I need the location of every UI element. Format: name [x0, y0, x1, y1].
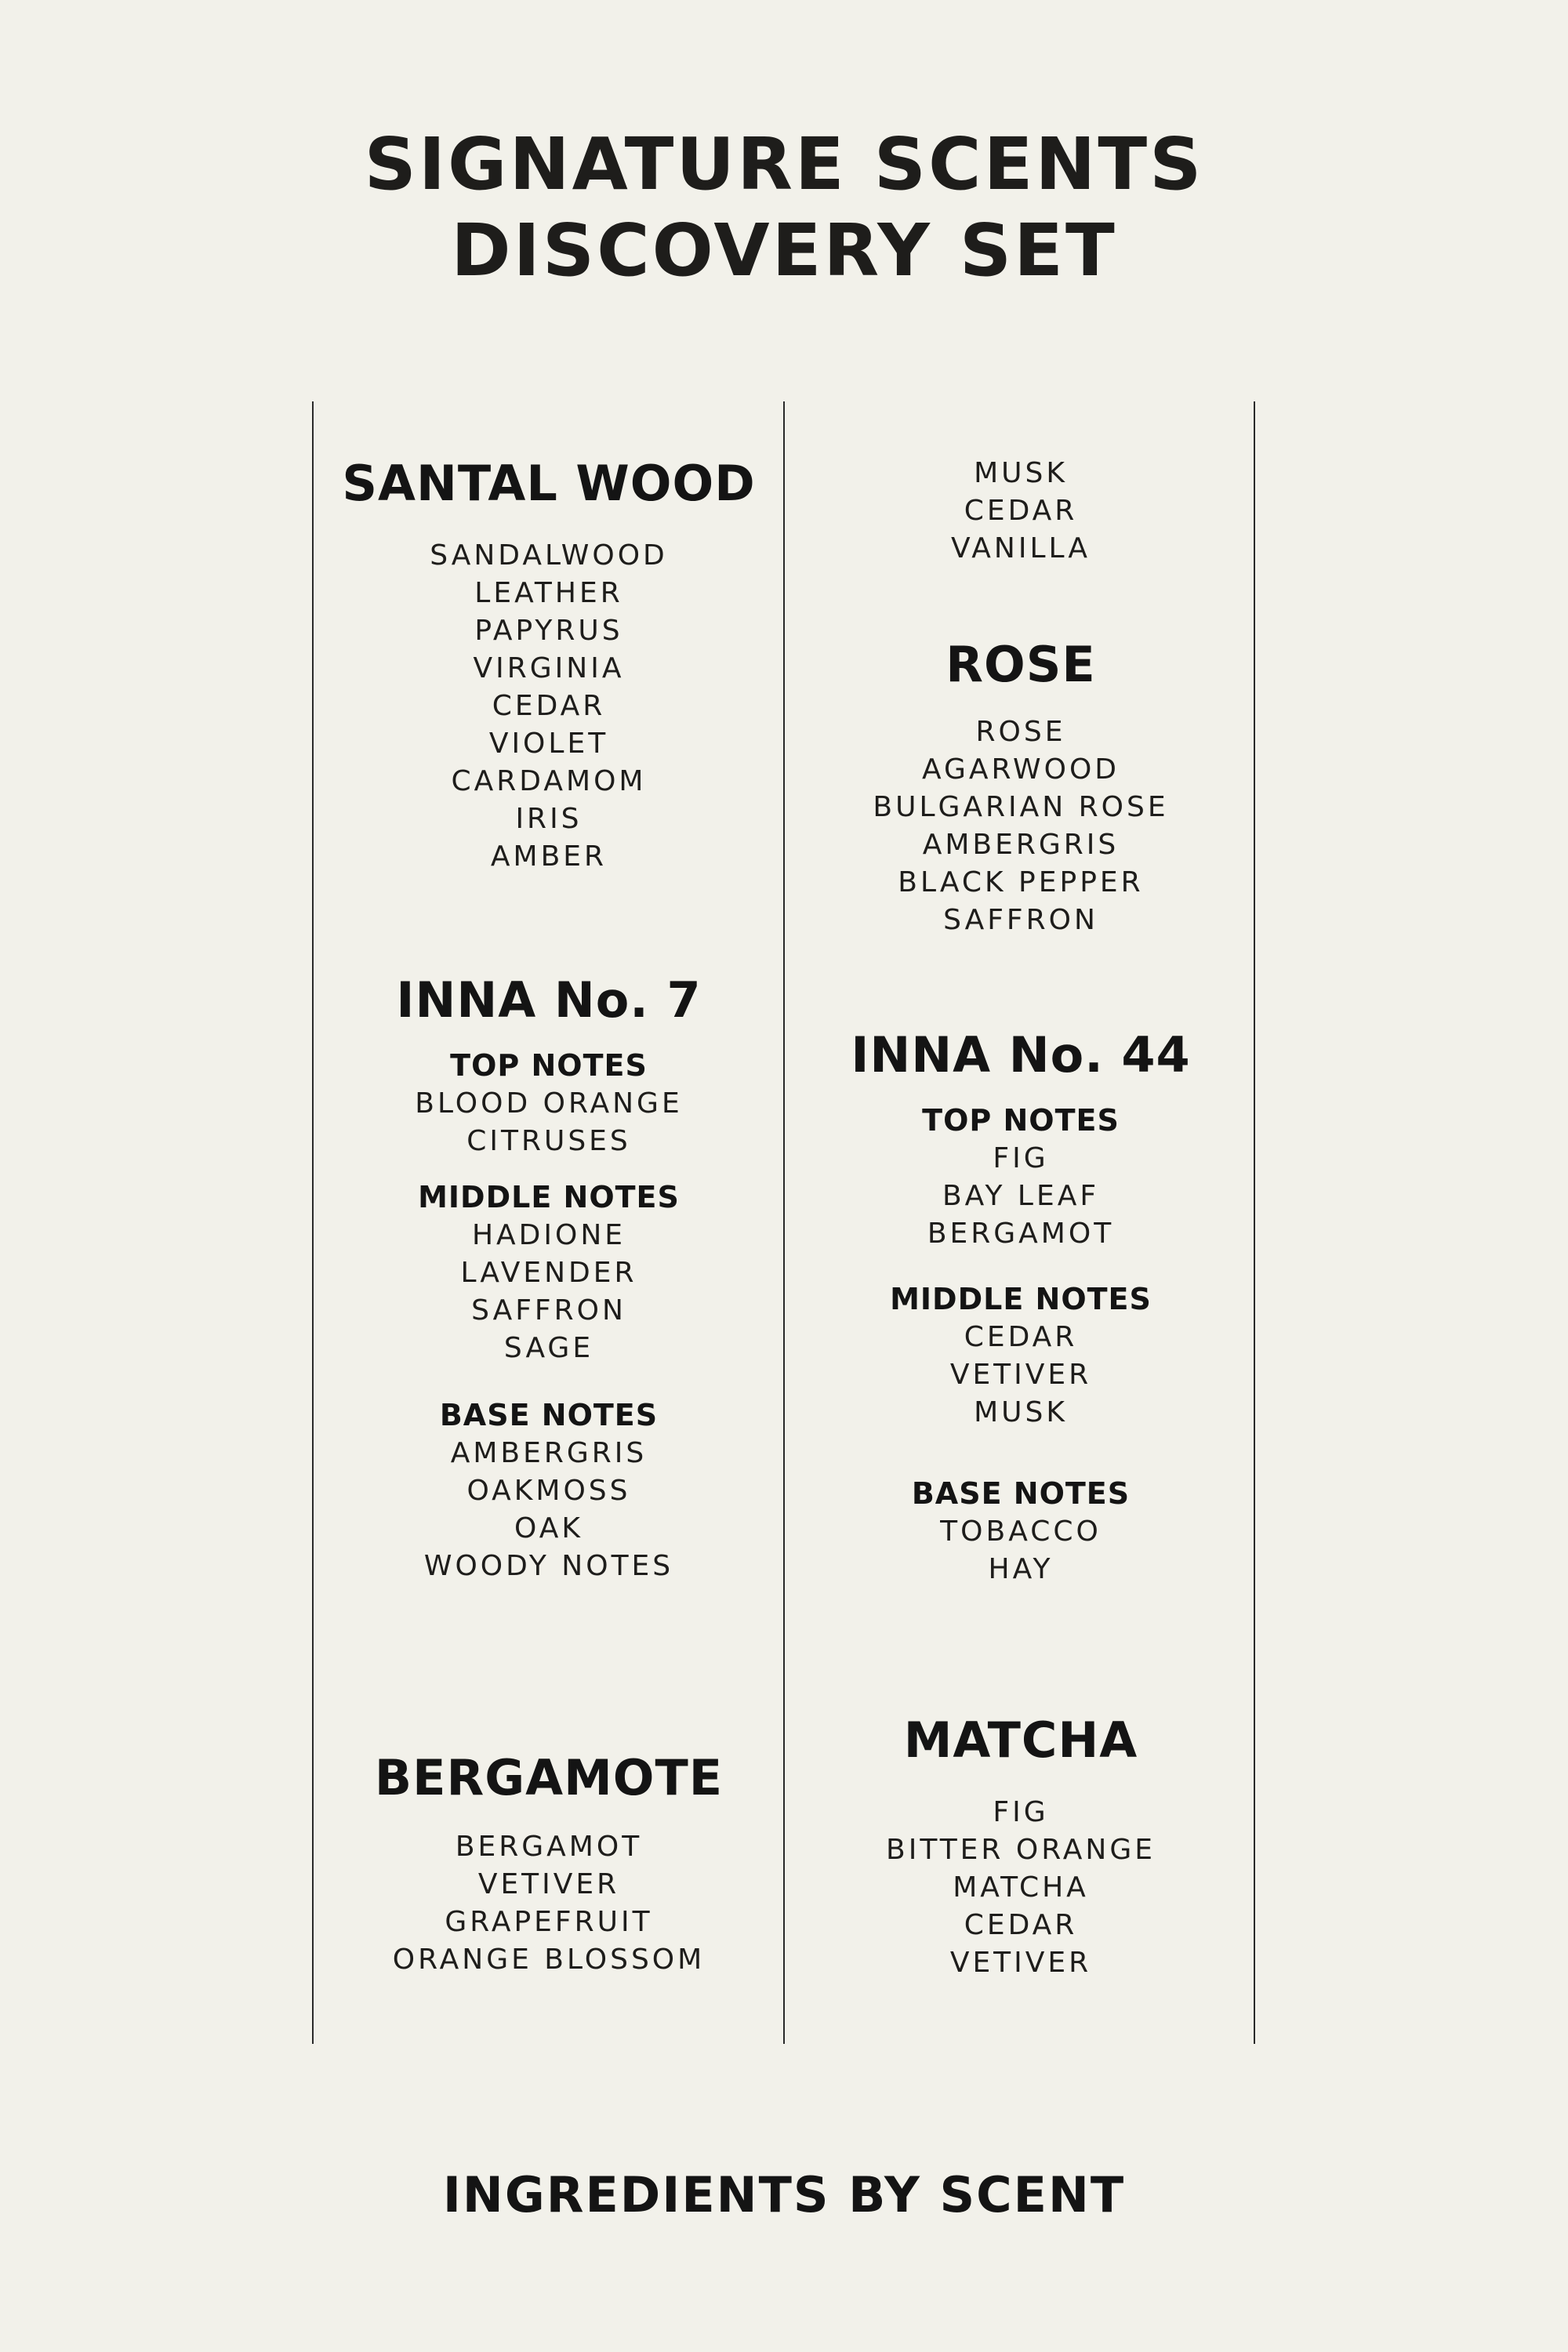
notes-list	[786, 1140, 1256, 1253]
note-item: LAVENDER	[460, 1257, 637, 1289]
note-item: BERGAMOT	[927, 1218, 1115, 1250]
note-item: MATCHA	[953, 1871, 1089, 1904]
note-item: VIRGINIA	[473, 652, 625, 684]
notes-list	[314, 1085, 784, 1160]
title-line-1: SIGNATURE SCENTS	[364, 122, 1204, 206]
top-notes-group	[314, 1046, 784, 1160]
note-item: BLACK PEPPER	[898, 866, 1144, 898]
notes-list	[786, 1319, 1256, 1432]
scent-matcha	[786, 1709, 1256, 1982]
scent-rose	[786, 633, 1256, 939]
scent-santal-wood	[314, 452, 784, 876]
note-item: VETIVER	[477, 1868, 620, 1900]
note-item: PAPYRUS	[474, 615, 623, 647]
notes-list	[786, 713, 1256, 939]
notes-list	[314, 537, 784, 876]
note-item: BAY LEAF	[942, 1180, 1100, 1212]
notes-list	[314, 1435, 784, 1585]
note-item: CEDAR	[964, 1909, 1078, 1941]
notes-list	[786, 1513, 1256, 1588]
note-item: SAGE	[503, 1332, 594, 1364]
note-item: CARDAMOM	[451, 765, 647, 797]
note-item: VANILLA	[950, 532, 1091, 564]
note-item: CEDAR	[492, 690, 606, 722]
note-item: VETIVER	[949, 1947, 1092, 1979]
note-item: HAY	[988, 1553, 1054, 1585]
note-item: CEDAR	[964, 1321, 1078, 1353]
scent-inna-44	[786, 1024, 1256, 1588]
scent-inna-7	[314, 969, 784, 1585]
notes-list	[314, 1217, 784, 1367]
scent-continued	[786, 455, 1256, 568]
group-title: TOP NOTES	[450, 1048, 648, 1083]
base-notes-group	[786, 1474, 1256, 1588]
note-item: CITRUSES	[466, 1125, 631, 1157]
note-item: HADIONE	[471, 1219, 626, 1251]
note-item: AGARWOOD	[921, 753, 1120, 786]
note-item: BITTER ORANGE	[886, 1834, 1156, 1866]
group-title: BASE NOTES	[439, 1398, 659, 1432]
base-notes-group	[314, 1396, 784, 1585]
note-item: AMBERGRIS	[922, 829, 1120, 861]
note-item: TOBACCO	[940, 1515, 1102, 1548]
group-title: MIDDLE NOTES	[418, 1180, 680, 1214]
note-item: BERGAMOT	[455, 1831, 643, 1863]
footer-caption: INGREDIENTS BY SCENT	[442, 2166, 1126, 2223]
note-item: AMBER	[490, 840, 608, 873]
scent-name: MATCHA	[903, 1711, 1138, 1769]
top-notes-group	[786, 1101, 1256, 1253]
note-item: FIG	[993, 1796, 1049, 1828]
note-item: BLOOD ORANGE	[415, 1087, 683, 1120]
note-item: SANDALWOOD	[430, 539, 668, 572]
note-item: AMBERGRIS	[450, 1437, 648, 1469]
note-item: OAKMOSS	[466, 1475, 631, 1507]
note-item: MUSK	[974, 457, 1068, 489]
scent-bergamote	[314, 1747, 784, 1979]
scent-name: INNA No. 44	[851, 1026, 1191, 1083]
notes-list	[786, 1794, 1256, 1982]
note-item: SAFFRON	[943, 904, 1098, 936]
note-item: FIG	[993, 1142, 1049, 1174]
scent-name: INNA No. 7	[396, 971, 702, 1029]
note-item: OAK	[514, 1512, 583, 1544]
group-title: BASE NOTES	[911, 1476, 1131, 1511]
note-item: WOODY NOTES	[423, 1550, 674, 1582]
group-title: TOP NOTES	[922, 1103, 1120, 1138]
scent-name: BERGAMOTE	[374, 1749, 724, 1806]
middle-notes-group	[314, 1178, 784, 1367]
note-item: MUSK	[974, 1396, 1068, 1428]
note-item: LEATHER	[474, 577, 623, 609]
note-item: VIOLET	[488, 728, 609, 760]
middle-notes-group	[786, 1279, 1256, 1432]
notes-list	[314, 1828, 784, 1979]
scent-name: ROSE	[946, 636, 1096, 693]
note-item: SAFFRON	[471, 1294, 626, 1327]
note-item: GRAPEFRUIT	[445, 1906, 653, 1938]
scent-name: SANTAL WOOD	[342, 455, 756, 512]
group-title: MIDDLE NOTES	[890, 1282, 1152, 1316]
title-line-2: DISCOVERY SET	[451, 209, 1117, 292]
note-item: BULGARIAN ROSE	[873, 791, 1169, 823]
note-item: ROSE	[975, 716, 1066, 748]
note-item: IRIS	[515, 803, 583, 835]
note-item: CEDAR	[964, 495, 1078, 527]
note-item: ORANGE BLOSSOM	[392, 1944, 706, 1976]
notes-list	[786, 455, 1256, 568]
note-item: VETIVER	[949, 1359, 1092, 1391]
page-title	[0, 122, 1568, 294]
